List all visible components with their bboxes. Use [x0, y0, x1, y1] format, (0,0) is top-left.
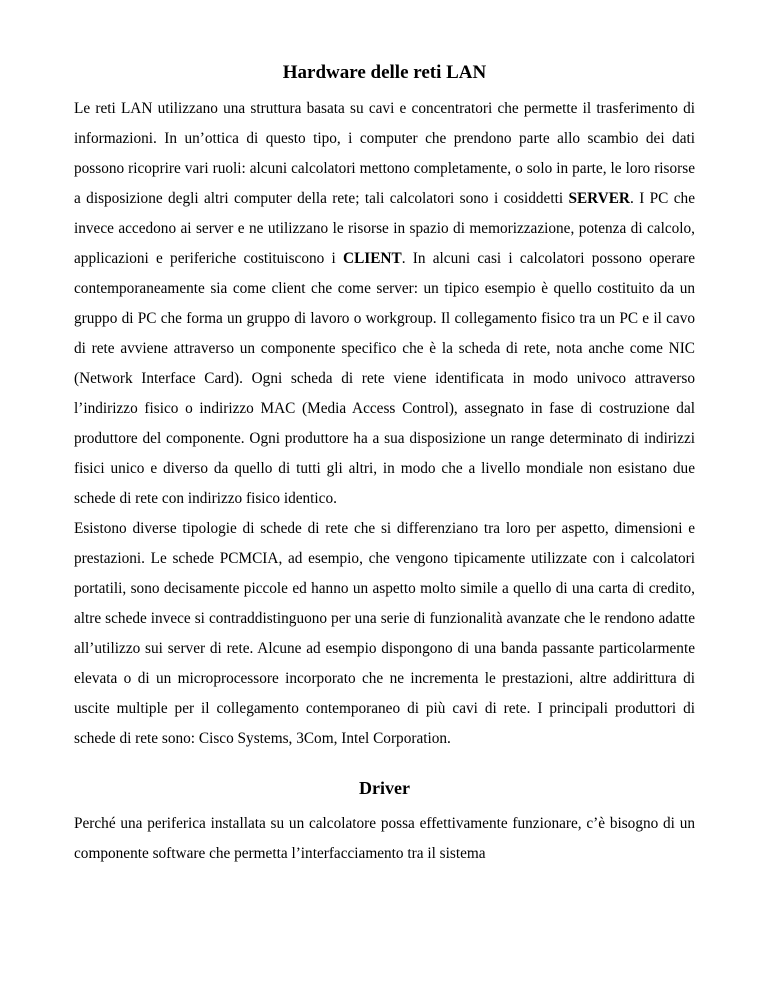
- paragraph-text: . In alcuni casi i calcolatori possono operare contemporaneamente sia come client che come server: un tipico esempio è quello costituito da un gruppo di PC che forma un gruppo di lavoro o workgroup. Il collegamento fisico tra un PC e il cavo di rete avviene attraverso un componente specifico che è la scheda di rete, nota anche come NIC (Network Interface Card). Ogni scheda di rete viene identificata in modo univoco attraverso l’indirizzo fisico o indirizzo MAC (Media Access Control), assegnato in fase di costruzione dal produttore del componente. Ogni produttore ha a sua disposizione un range determinato di indirizzi fisici unico e diverso da quello di tutti gli altri, in modo che a livello mondiale non esistano due schede di rete con indirizzo fisico identico.: [74, 250, 695, 507]
- server-term: SERVER: [568, 190, 630, 207]
- client-term: CLIENT: [343, 250, 402, 267]
- section-spacer: [74, 754, 695, 773]
- section-title-driver: Driver: [359, 778, 410, 798]
- paragraph-network-cards: Esistono diverse tipologie di schede di rete che si differenziano tra loro per aspetto, dimensioni e prestazioni. Le schede PCMCIA, ad esempio, che vengono tipicamente utilizzate con i calcolatori portatili, sono decisamente piccole ed hanno un aspetto molto simile a quello di una carta di credito, altre schede invece si contraddistinguono per una serie di funzionalità avanzate che le rendono adatte all’utilizzo sui server di rete. Alcune ad esempio dispongono di una banda passante particolarmente elevata o di un microprocessore incorporato che ne incrementa le prestazioni, altre addirittura di uscite multiple per il collegamento contemporaneo di più cavi di rete. I principali produttori di schede di rete sono: Cisco Systems, 3Com, Intel Corporation.: [74, 520, 695, 747]
- paragraph-text: Le reti LAN utilizzano una struttura basata su cavi e concentratori che permette il trasferimento di informazioni. In un’ottica di questo tipo, i computer che prendono parte allo scambio dei dati possono ricoprire vari ruoli: alcuni calcolatori mettono completamente, o solo in parte, le loro risorse a disposizione degli altri computer della rete; tali calcolatori sono i cosiddetti: [74, 100, 695, 207]
- paragraph-text: . I PC che invece accedono ai server e ne utilizzano le risorse in spazio di memorizzazione, potenza di calcolo, applicazioni e periferiche costituiscono i: [74, 190, 695, 267]
- section-title-hardware: Hardware delle reti LAN: [282, 62, 487, 83]
- paragraph-driver: Perché una periferica installata su un calcolatore possa effettivamente funzionare, c’è bisogno di un componente software che permetta l’interfacciamento tra il sistema: [74, 815, 695, 862]
- paragraph-lan-roles: [74, 94, 695, 514]
